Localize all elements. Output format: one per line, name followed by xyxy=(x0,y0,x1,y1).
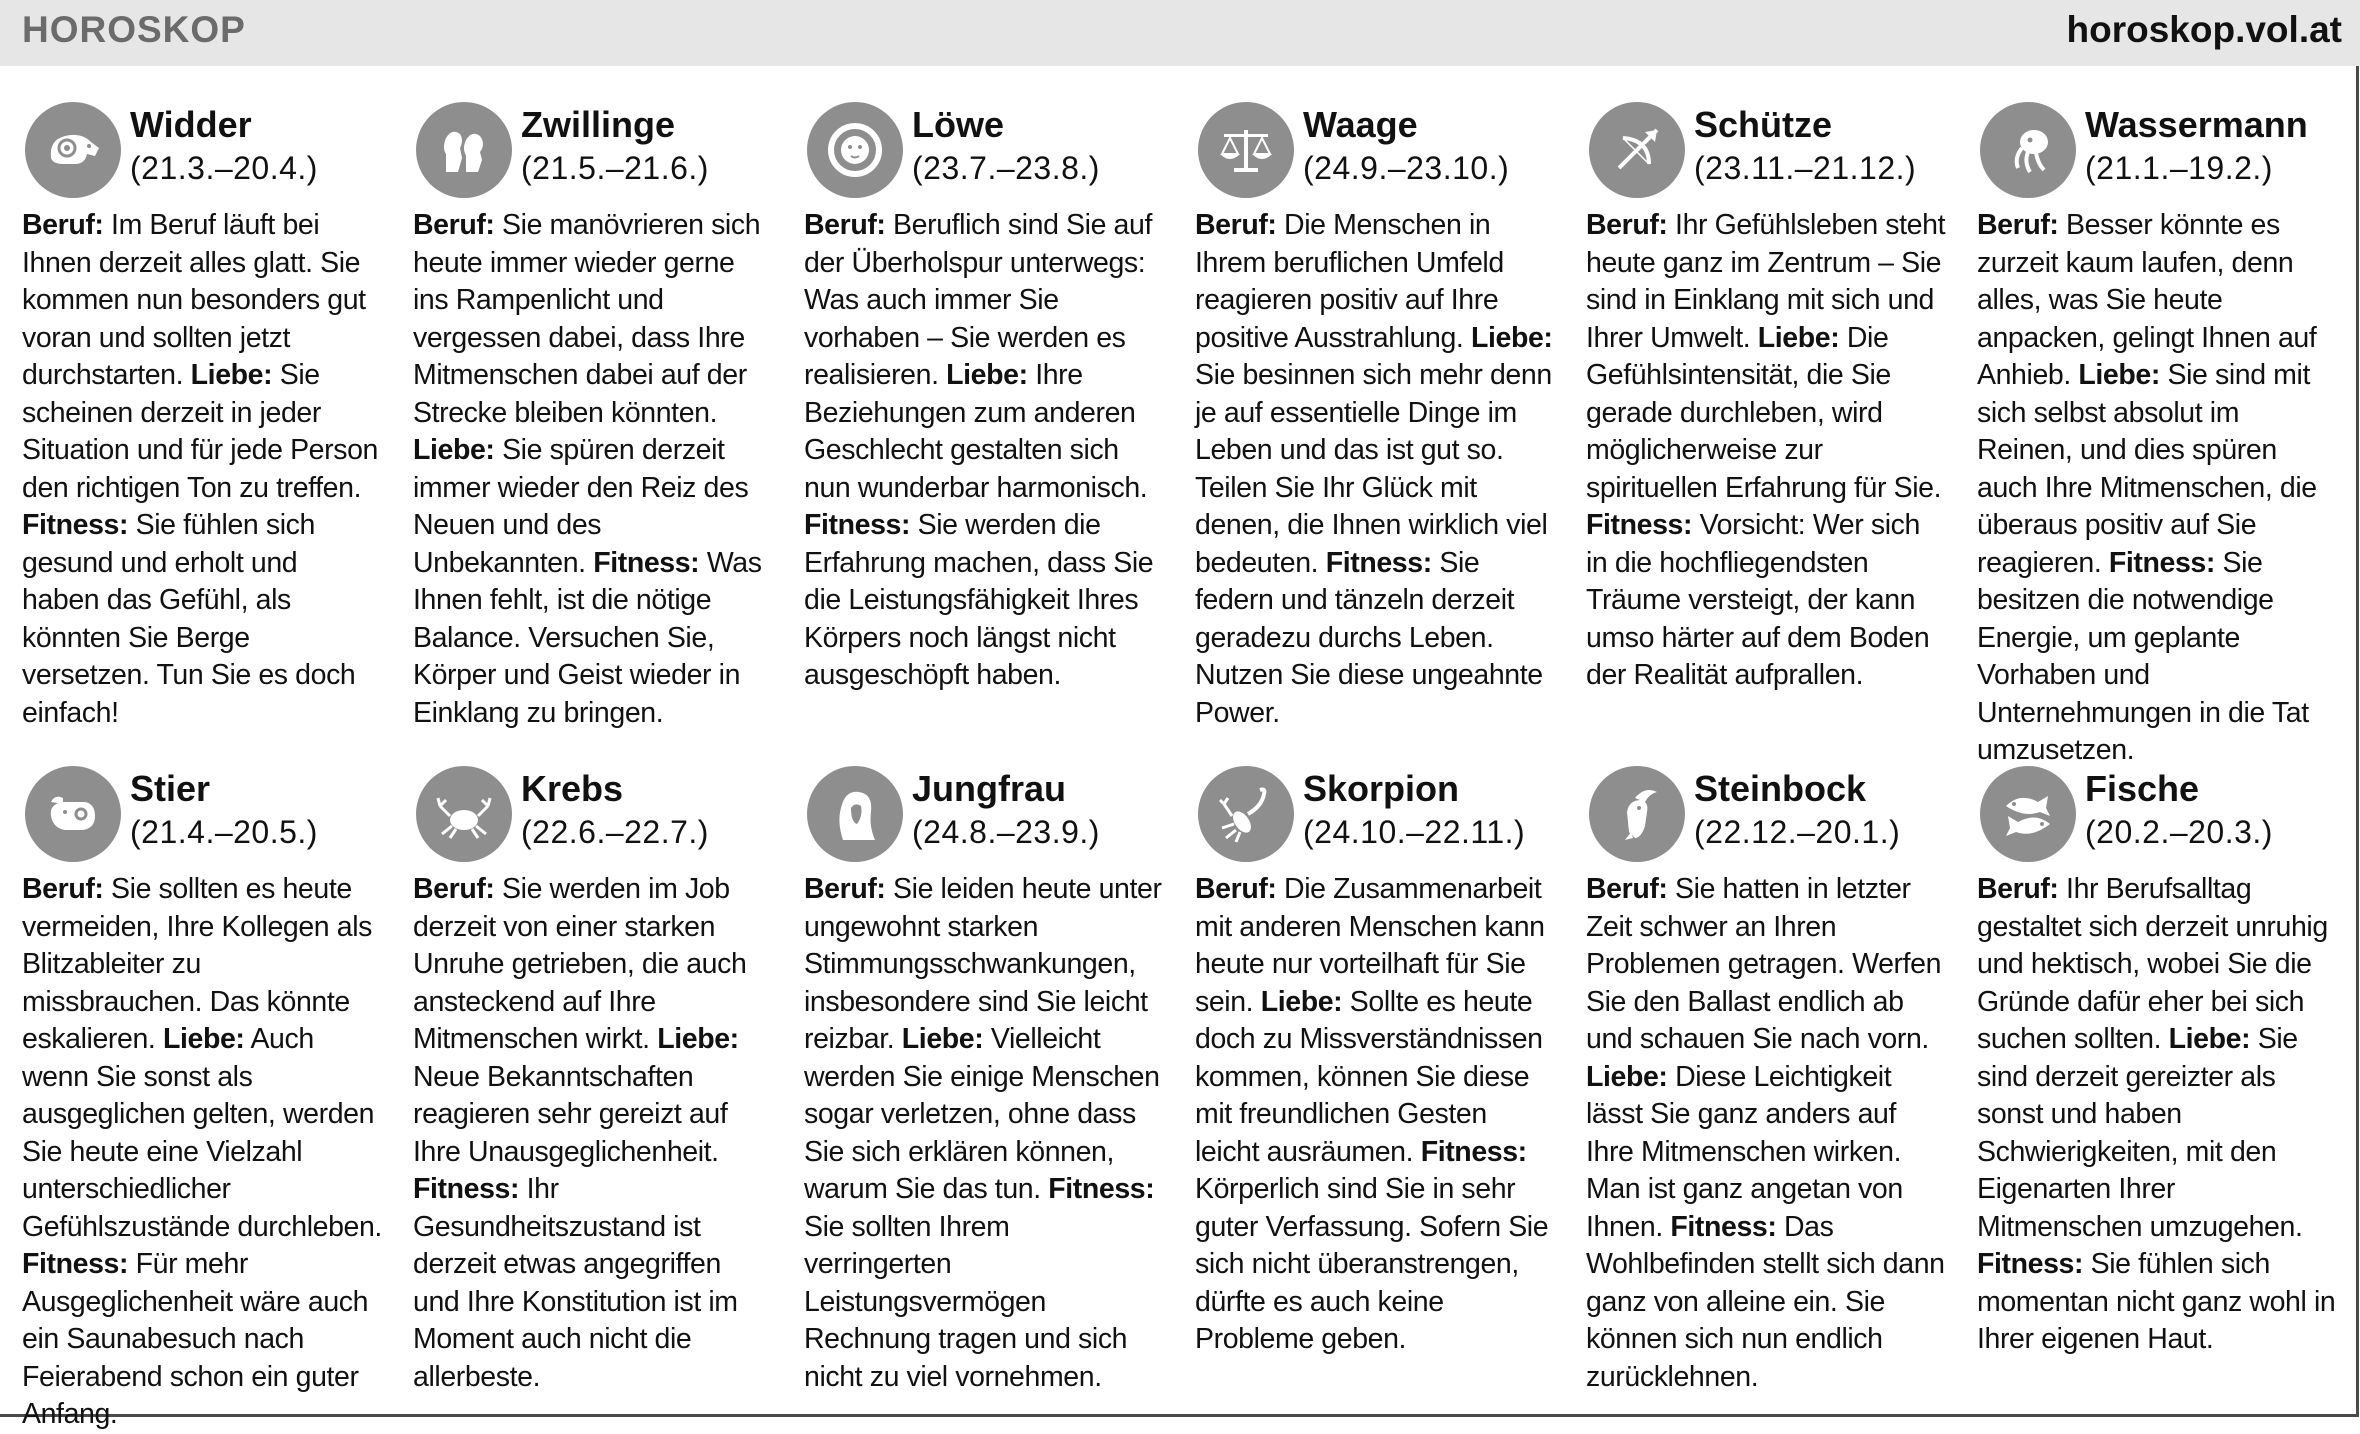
text-beruf: Sie manövrieren sich heute immer wieder gerne ins Rampenlicht und vergessen dabei, dass Ihre Mitmenschen dabei auf der Strecke bleiben könnten. xyxy=(413,209,761,429)
text-fitness: Was Ihnen fehlt, ist die nötige Balance. Versuchen Sie, Körper und Geist wieder in Einklang zu bringen. xyxy=(413,546,762,729)
ram-icon xyxy=(25,102,121,198)
sign-date: (24.8.–23.9.) xyxy=(912,814,1100,850)
text-liebe: Sie scheinen derzeit in jeder Situation und für jede Person den richtigen Ton zu treffen. xyxy=(22,359,378,504)
water-bearer-icon xyxy=(1980,102,2076,198)
text-liebe: Die Gefühlsintensität, die Sie gerade durchleben, wird möglicherweise zur spirituellen Erfahrung für Sie. xyxy=(1586,321,1942,504)
fish-icon xyxy=(1980,766,2076,862)
sign-date: (21.4.–20.5.) xyxy=(130,814,318,850)
sign-date: (24.9.–23.10.) xyxy=(1303,150,1510,186)
sign-date: (23.11.–21.12.) xyxy=(1694,150,1917,186)
sign-date: (21.1.–19.2.) xyxy=(2085,150,2273,186)
text-beruf: Sie leiden heute unter ungewohnt starken Stimmungsschwankungen, insbesondere sind Sie leicht reizbar. xyxy=(804,873,1162,1055)
sign-date: (21.5.–21.6.) xyxy=(521,150,709,186)
sign-text xyxy=(1195,207,1555,732)
sign-text xyxy=(1195,871,1555,1359)
text-liebe: Sie spüren derzeit immer wieder den Reiz des Neuen und des Unbekannten. xyxy=(413,434,749,579)
sign-name: Stier xyxy=(130,768,211,809)
crab-icon xyxy=(416,766,512,862)
text-liebe: Vielleicht werden Sie einige Menschen sogar verletzen, ohne dass Sie sich erklären können, warum Sie das tun. xyxy=(804,1023,1160,1205)
label-liebe: Liebe: xyxy=(162,1023,245,1055)
label-beruf: Beruf: xyxy=(413,873,495,905)
label-beruf: Beruf: xyxy=(1586,873,1668,905)
sign-text xyxy=(413,871,773,1396)
text-fitness: Sie fühlen sich gesund und erholt und haben das Gefühl, als könnten Sie Berge versetzen. Tun Sie es doch einfach! xyxy=(22,509,356,729)
label-fitness: Fitness: xyxy=(2108,546,2215,579)
sign-name: Wassermann xyxy=(2085,104,2308,145)
label-beruf: Beruf: xyxy=(1977,873,2059,905)
sign-date: (21.3.–20.4.) xyxy=(130,150,318,186)
label-fitness: Fitness: xyxy=(22,509,129,541)
label-beruf: Beruf: xyxy=(1977,209,2059,241)
label-liebe: Liebe: xyxy=(657,1023,739,1055)
label-beruf: Beruf: xyxy=(22,209,104,241)
sign-text xyxy=(804,207,1164,695)
sign-name: Zwillinge xyxy=(521,104,676,145)
sign-name: Waage xyxy=(1303,104,1418,145)
text-beruf: Beruflich sind Sie auf der Überholspur unterwegs: Was auch immer Sie vorhaben – Sie werden es realisieren. xyxy=(804,209,1152,391)
label-beruf: Beruf: xyxy=(413,209,495,241)
label-liebe: Liebe: xyxy=(2078,359,2160,391)
text-fitness: Ihr Gesundheitszustand ist derzeit etwas angegriffen und Ihre Konstitution ist im Moment auch nicht die allerbeste. xyxy=(413,1173,738,1393)
text-beruf: Ihr Berufsalltag gestaltet sich derzeit unruhig und hektisch, wobei Sie die Gründe dafür eher bei sich suchen sollten. xyxy=(1977,873,2328,1055)
label-fitness: Fitness: xyxy=(593,546,700,579)
sign-text xyxy=(413,207,773,732)
text-liebe: Ihre Beziehungen zum anderen Geschlecht gestalten sich nun wunderbar harmonisch. xyxy=(804,359,1148,504)
sign-date: (22.6.–22.7.) xyxy=(521,814,709,850)
scorpion-icon xyxy=(1198,766,1294,862)
text-beruf: Die Menschen in Ihrem beruflichen Umfeld reagieren positiv auf Ihre positive Ausstrahlung. xyxy=(1195,209,1504,354)
sign-name: Jungfrau xyxy=(912,768,1067,809)
text-liebe: Neue Bekanntschaften reagieren sehr gereizt auf Ihre Unausgeglichenheit. xyxy=(413,1060,728,1168)
label-fitness: Fitness: xyxy=(1325,546,1432,579)
sign-text xyxy=(1977,871,2337,1359)
text-beruf: Im Beruf läuft bei Ihnen derzeit alles glatt. Sie kommen nun besonders gut voran und sollten jetzt durchstarten. xyxy=(22,209,366,391)
label-fitness: Fitness: xyxy=(804,509,911,541)
label-fitness: Fitness: xyxy=(1586,509,1693,541)
text-liebe: Diese Leichtigkeit lässt Sie ganz anders auf Ihre Mitmenschen wirken. Man ist ganz angetan von Ihnen. xyxy=(1586,1060,1903,1243)
text-fitness: Sie werden die Erfahrung machen, dass Sie die Leistungsfähigkeit Ihres Körpers noch längst nicht ausgeschöpft haben. xyxy=(804,509,1154,691)
text-beruf: Sie hatten in letzter Zeit schwer an Ihren Problemen getragen. Werfen Sie den Ballast endlich ab und schauen Sie nach vorn. xyxy=(1586,873,1942,1055)
label-beruf: Beruf: xyxy=(1195,873,1277,905)
site-url: horoskop.vol.at xyxy=(2066,9,2342,50)
text-fitness: Das Wohlbefinden stellt sich dann ganz von alleine ein. Sie können sich nun endlich zurücklehnen. xyxy=(1586,1210,1945,1393)
label-beruf: Beruf: xyxy=(804,873,886,905)
sign-name: Krebs xyxy=(521,768,624,809)
sign-name: Steinbock xyxy=(1694,768,1867,809)
label-fitness: Fitness: xyxy=(22,1248,129,1280)
label-fitness: Fitness: xyxy=(413,1173,520,1205)
sign-name: Schütze xyxy=(1694,104,1833,145)
sign-text xyxy=(804,871,1164,1396)
sign-name: Fische xyxy=(2085,768,2200,809)
text-beruf: Sie werden im Job derzeit von einer starken Unruhe getrieben, die auch ansteckend auf Ihre Mitmenschen wirkt. xyxy=(413,873,747,1055)
sign-date: (24.10.–22.11.) xyxy=(1303,814,1526,850)
sign-date: (20.2.–20.3.) xyxy=(2085,814,2273,850)
text-fitness: Sie federn und tänzeln derzeit geradezu durchs Leben. Nutzen Sie diese ungeahnte Power. xyxy=(1195,546,1543,729)
header-bar xyxy=(0,0,2360,66)
label-beruf: Beruf: xyxy=(804,209,886,241)
label-fitness: Fitness: xyxy=(1977,1248,2084,1280)
text-fitness: Sie fühlen sich momentan nicht ganz wohl in Ihrer eigenen Haut. xyxy=(1977,1248,2336,1355)
label-beruf: Beruf: xyxy=(22,873,104,905)
text-liebe: Auch wenn Sie sonst als ausgeglichen gelten, werden Sie heute eine Vielzahl unterschiedlicher Gefühlszustände durchleben. xyxy=(22,1023,382,1243)
label-liebe: Liebe: xyxy=(946,359,1028,391)
sign-text xyxy=(22,207,382,732)
text-beruf: Sie sollten es heute vermeiden, Ihre Kollegen als Blitzableiter zu missbrauchen. Das könnte eskalieren. xyxy=(22,873,373,1055)
scales-icon xyxy=(1198,102,1294,198)
text-liebe: Sie sind mit sich selbst absolut im Reinen, und dies spüren auch Ihre Mitmenschen, die überaus positiv auf Sie reagieren. xyxy=(1977,359,2317,579)
text-fitness: Für mehr Ausgeglichenheit wäre auch ein Saunabesuch nach Feierabend schon ein guter Anfang. xyxy=(22,1248,369,1430)
text-beruf: Besser könnte es zurzeit kaum laufen, denn alles, was Sie heute anpacken, gelingt Ihnen auf Anhieb. xyxy=(1977,209,2317,391)
sign-date: (23.7.–23.8.) xyxy=(912,150,1100,186)
text-beruf: Ihr Gefühlsleben steht heute ganz im Zentrum – Sie sind in Einklang mit sich und Ihrer Umwelt. xyxy=(1586,209,1946,354)
sign-name: Löwe xyxy=(912,104,1005,145)
text-liebe: Sollte es heute doch zu Missverständnissen kommen, können Sie diese mit freundlichen Gesten leicht ausräumen. xyxy=(1195,985,1543,1168)
sign-text xyxy=(22,871,382,1434)
lion-icon xyxy=(807,102,903,198)
text-fitness: Sie besitzen die notwendige Energie, um geplante Vorhaben und Unternehmungen in die Tat umzusetzen. xyxy=(1977,546,2309,766)
label-fitness: Fitness: xyxy=(1670,1210,1777,1243)
label-fitness: Fitness: xyxy=(1048,1173,1155,1205)
archer-icon xyxy=(1589,102,1685,198)
text-liebe: Sie besinnen sich mehr denn je auf essentielle Dinge im Leben und das ist gut so. Teilen Sie Ihr Glück mit denen, die Ihnen wirklich viel bedeuten. xyxy=(1195,359,1552,579)
sign-text xyxy=(1586,207,1946,695)
twins-icon xyxy=(416,102,512,198)
text-beruf: Die Zusammenarbeit mit anderen Menschen kann heute nur vorteilhaft für Sie sein. xyxy=(1195,873,1545,1018)
label-fitness: Fitness: xyxy=(1420,1135,1527,1168)
sign-name: Widder xyxy=(130,104,252,145)
label-liebe: Liebe: xyxy=(2168,1023,2251,1055)
label-liebe: Liebe: xyxy=(901,1023,984,1055)
virgin-icon xyxy=(807,766,903,862)
label-liebe: Liebe: xyxy=(1586,1060,1668,1093)
label-beruf: Beruf: xyxy=(1586,209,1668,241)
text-fitness: Sie sollten Ihrem verringerten Leistungsvermögen Rechnung tragen und sich nicht zu viel vornehmen. xyxy=(804,1210,1128,1393)
page-title: HOROSKOP xyxy=(22,9,246,50)
text-fitness: Vorsicht: Wer sich in die hochfliegendsten Träume versteigt, der kann umso härter auf dem Boden der Realität aufprallen. xyxy=(1586,509,1930,691)
label-liebe: Liebe: xyxy=(1470,321,1553,354)
bull-icon xyxy=(25,766,121,862)
text-fitness: Körperlich sind Sie in sehr guter Verfassung. Sofern Sie sich nicht überanstrengen, dürfte es auch keine Probleme geben. xyxy=(1195,1173,1549,1355)
label-liebe: Liebe: xyxy=(1260,985,1343,1018)
sign-name: Skorpion xyxy=(1303,768,1460,809)
label-liebe: Liebe: xyxy=(413,434,495,466)
sign-text xyxy=(1586,871,1946,1396)
label-liebe: Liebe: xyxy=(1757,321,1840,354)
sign-text xyxy=(1977,207,2337,770)
label-liebe: Liebe: xyxy=(190,359,273,391)
label-beruf: Beruf: xyxy=(1195,209,1277,241)
goat-icon xyxy=(1589,766,1685,862)
sign-date: (22.12.–20.1.) xyxy=(1694,814,1901,850)
text-liebe: Sie sind derzeit gereizter als sonst und haben Schwierigkeiten, mit den Eigenarten Ihrer Mitmenschen umzugehen. xyxy=(1977,1023,2303,1243)
